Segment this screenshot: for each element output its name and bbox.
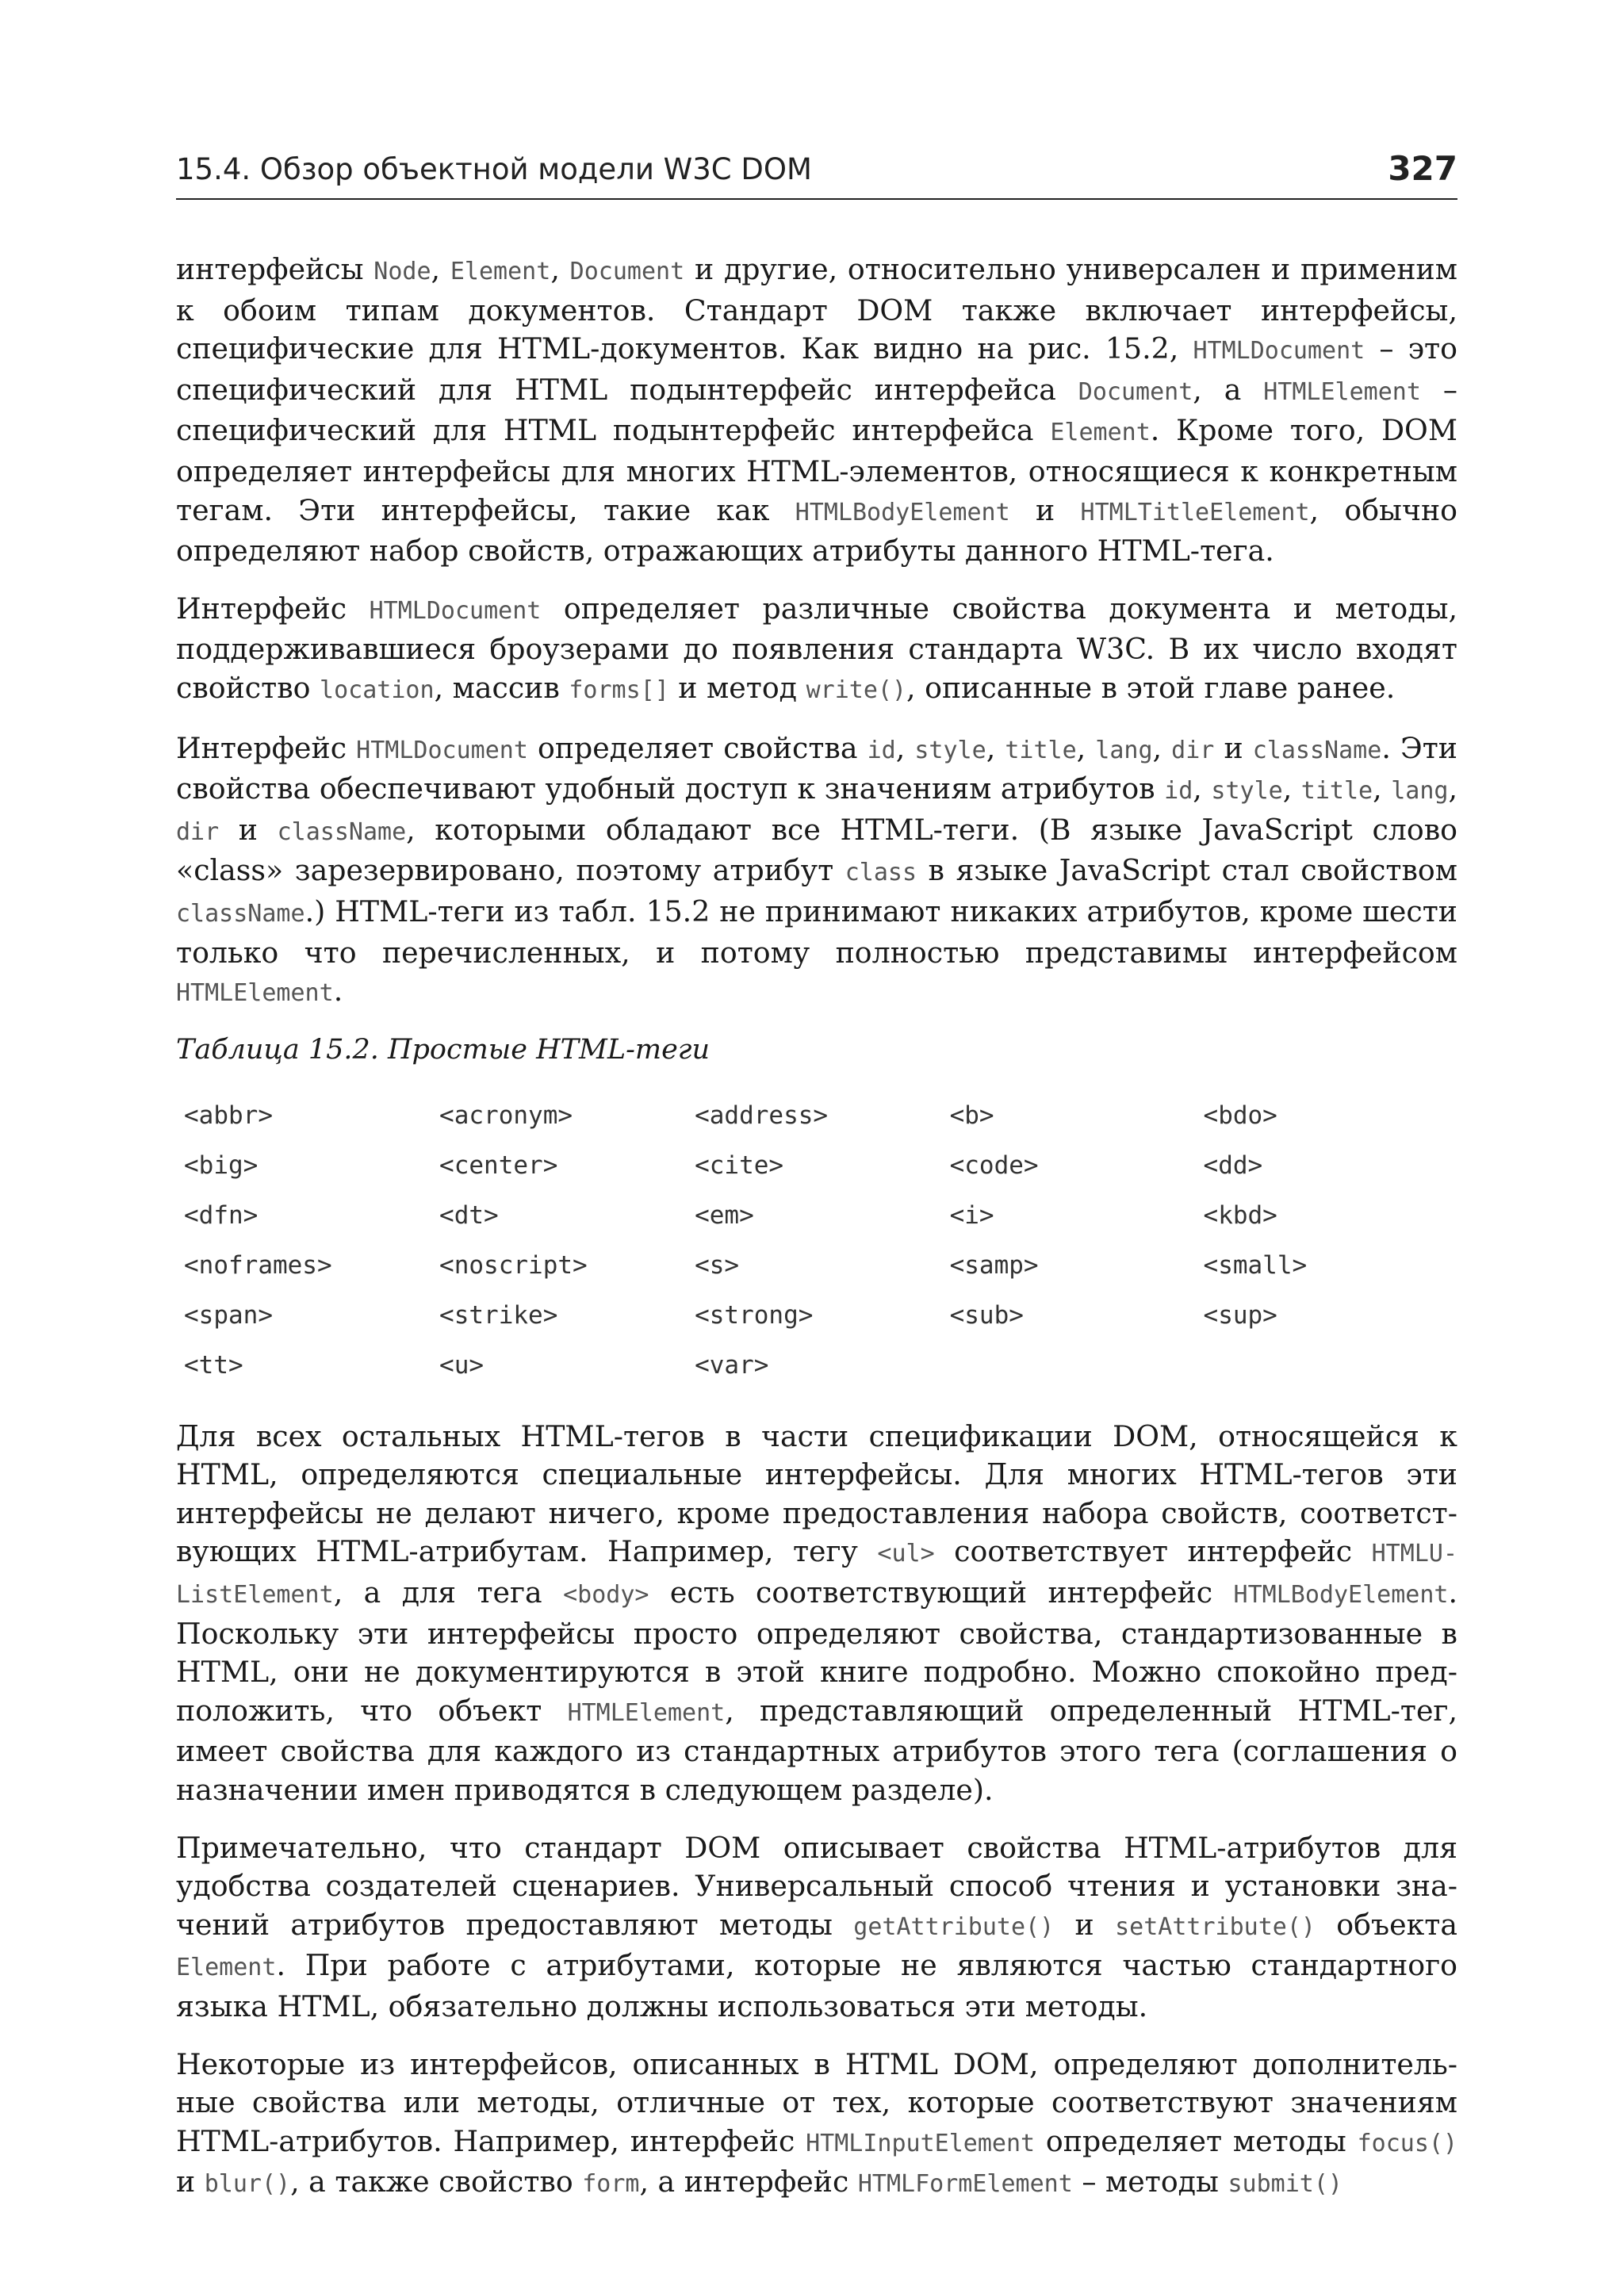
text-run: Интерфейс (176, 591, 370, 626)
table-cell: <dfn> (184, 1201, 259, 1231)
inline-code: HTMLFormElement (857, 2170, 1073, 2199)
inline-code: form (582, 2170, 640, 2199)
text-run: – это специфический для HTML подынтерфейс интерфейса (176, 331, 1457, 407)
inline-code: HTMLBodyElement (795, 498, 1010, 526)
page-body (176, 251, 1457, 2204)
paragraph (176, 729, 1457, 1013)
table-cell: <cite> (695, 1151, 784, 1181)
text-run: , а (1193, 372, 1264, 407)
table-row (184, 1091, 1457, 1141)
inline-code: title (1005, 736, 1077, 764)
table-row (184, 1141, 1457, 1191)
text-run: есть соответствующий интерфейс (649, 1575, 1234, 1610)
inline-code: class (845, 859, 917, 887)
book-page (176, 149, 1457, 2223)
table-cell: <address> (695, 1101, 829, 1131)
simple-html-tags-table (184, 1091, 1457, 1391)
table-cell: <sup> (1203, 1301, 1277, 1330)
inline-code: HTMLUListElement (176, 1540, 1457, 1610)
text-run: и (219, 812, 278, 847)
text-run: .) HTML-теги из табл. 15.2 не принимают никаких атрибутов, кроме шести только что перечисленных, и потому полностью представимы интерфейсом (176, 894, 1457, 970)
inline-code: dir (1171, 736, 1215, 764)
text-run: интерфейсы (176, 252, 374, 286)
table-row (184, 1341, 1457, 1391)
inline-code: HTMLDocument (1193, 337, 1365, 366)
inline-code: HTMLElement (176, 979, 334, 1008)
table-cell: <abbr> (184, 1101, 273, 1131)
text-run: Для всех остальных HTML-тегов в части спецификации DOM, относящейся к HTML, определяются специальные интерфейсы. Для многих HTML-тегов эти интерфейсы не делают ничего, кроме предоставления набора свойств, соответствующих HTML-атрибутам. Например, тегу (176, 1418, 1457, 1569)
text-run: , (1152, 730, 1172, 765)
paragraph (176, 1829, 1457, 2027)
table-cell: <dt> (439, 1201, 499, 1231)
inline-code: getAttribute() (853, 1912, 1055, 1941)
text-run: – специфический для HTML подынтерфейс интерфейса (176, 372, 1457, 448)
table-cell: <noframes> (184, 1251, 332, 1280)
inline-code: setAttribute() (1115, 1912, 1316, 1941)
inline-code: submit() (1228, 2170, 1342, 2199)
text-run: в языке JavaScript стал свойством (917, 853, 1457, 888)
table-row (184, 1241, 1457, 1291)
text-run: , представляющий определенный HTML-тег, имеет свойства для каждого из стандартных атрибутов этого тега (соглашения о назначении имен приводятся в следующем разделе). (176, 1693, 1457, 1808)
text-run: , (431, 252, 450, 286)
inline-code: forms[] (569, 676, 669, 704)
text-run: , а интерфейс (639, 2165, 858, 2199)
table-cell: <s> (695, 1251, 740, 1280)
inline-code: lang (1095, 736, 1153, 764)
page-number: 327 (1388, 149, 1457, 188)
paragraphs-before-table (176, 251, 1457, 1013)
table-cell: <strike> (439, 1301, 558, 1330)
table-caption: Таблица 15.2. Простые HTML-теги (176, 1033, 710, 1066)
table-cell (950, 1341, 1204, 1391)
paragraphs-after-table (176, 1418, 1457, 2204)
inline-code: Element (450, 258, 551, 285)
table-cell: <noscript> (439, 1251, 588, 1280)
table-cell: <kbd> (1203, 1201, 1277, 1231)
text-run: , которыми обладают все HTML-теги. (В языке JavaScript слово «class» зарезервировано, поэтому атрибут (176, 812, 1457, 888)
text-run: – методы (1072, 2165, 1228, 2199)
text-run: и (176, 2165, 205, 2199)
text-run: и (1009, 492, 1081, 527)
table-cell: <b> (949, 1101, 994, 1131)
inline-code: blur() (204, 2170, 291, 2199)
inline-code: title (1300, 777, 1373, 806)
text-run: и другие, относительно универсален и применим к обоим типам документов. Стандарт DOM также включает интерфейсы, специфические для HTML-документов. Как видно на рис. 15.2, (176, 252, 1457, 366)
table-cell: <center> (439, 1151, 558, 1181)
text-run: . Кроме того, DOM определяет интерфейсы для многих HTML-элементов, относящиеся к конкретным тегам. Эти интерфейсы, такие как (176, 413, 1457, 527)
inline-code: style (1211, 777, 1283, 806)
table-cell: <acronym> (439, 1101, 573, 1131)
inline-code: className (1252, 736, 1382, 764)
inline-code: HTMLInputElement (806, 2129, 1036, 2157)
inline-code: <body> (563, 1581, 649, 1610)
inline-code: Element (176, 1954, 277, 1982)
table-row (184, 1191, 1457, 1241)
text-run: , (986, 730, 1005, 765)
text-run: Примечательно, что стандарт DOM описывает свойства HTML-атрибутов для удобства создателей сценариев. Универсальный способ чтения и установки значений атрибутов предоставляют методы (176, 1830, 1457, 1942)
text-run: , а также свойство (290, 2165, 583, 2199)
text-run: определяет различные свойства документа и методы, поддерживавшиеся броузерами до появления стандарта W3C. В их число входят свойство (176, 591, 1457, 705)
inline-code: id (1164, 777, 1193, 806)
inline-code: HTMLTitleElement (1080, 498, 1310, 526)
paragraph (176, 2046, 1457, 2204)
text-run: . (333, 974, 343, 1009)
table-cell: <small> (1203, 1251, 1308, 1280)
text-run: и (1214, 730, 1253, 765)
inline-code: HTMLElement (1263, 377, 1421, 406)
inline-code: HTMLBodyElement (1233, 1581, 1449, 1610)
text-run: определяет свойства (527, 730, 868, 765)
paragraph (176, 1418, 1457, 1810)
text-run: объекта (1315, 1907, 1457, 1942)
text-run: Интерфейс (176, 730, 357, 765)
table-cell: <bdo> (1203, 1101, 1277, 1131)
text-run: определяет методы (1035, 2123, 1358, 2158)
table-cell: <big> (184, 1151, 259, 1181)
text-run: и (1054, 1907, 1116, 1942)
table-cell: <strong> (695, 1301, 814, 1330)
table-cell: <span> (184, 1301, 273, 1330)
section-title: 15.4. Обзор объектной модели W3C DOM (176, 152, 812, 186)
text-run: , (1373, 771, 1392, 806)
paragraph (176, 251, 1457, 571)
text-run: , (1193, 771, 1212, 806)
text-run: , а для тега (333, 1575, 564, 1610)
inline-code: className (176, 899, 305, 928)
table-cell: <i> (949, 1201, 994, 1231)
text-run: , (550, 252, 570, 286)
text-run: . Поскольку эти интерфейсы просто определяют свойства, стандартизованные в HTML, они не документируются в этой книге подробно. Можно спокойно предположить, что объект (176, 1575, 1457, 1728)
table-cell: <em> (695, 1201, 754, 1231)
text-run: и метод (668, 670, 806, 705)
inline-code: style (914, 736, 986, 764)
inline-code: Node (373, 258, 431, 285)
text-run: , обычно определяют набор свойств, отражающих атрибуты данного HTML-тега. (176, 492, 1457, 568)
inline-code: Document (569, 258, 685, 285)
text-run: , (1448, 771, 1457, 806)
inline-code: Element (1050, 419, 1151, 447)
text-run: . Эти свойства обеспечивают удобный доступ к значениям атрибутов (176, 730, 1457, 806)
text-run: соответствует интерфейс (934, 1534, 1372, 1569)
inline-code: focus() (1357, 2129, 1458, 2157)
table-cell: <samp> (949, 1251, 1039, 1280)
inline-code: id (867, 736, 896, 764)
inline-code: Document (1078, 377, 1193, 406)
inline-code: write() (806, 676, 907, 704)
inline-code: className (277, 817, 407, 846)
text-run: . При работе с атрибутами, которые не являются частью стандартного языка HTML, обязательно должны использоваться эти методы. (176, 1948, 1457, 2023)
inline-code: dir (176, 817, 220, 846)
paragraph (176, 590, 1457, 710)
table-row (184, 1291, 1457, 1341)
text-run: , (1282, 771, 1301, 806)
text-run: , массив (434, 670, 569, 705)
text-run: , описанные в этой главе ранее. (906, 670, 1396, 705)
running-header (176, 149, 1457, 200)
text-run: , (1076, 730, 1096, 765)
table-cell: <dd> (1203, 1151, 1263, 1181)
inline-code: HTMLElement (567, 1698, 726, 1727)
table-cell (1204, 1341, 1457, 1391)
table-cell: <u> (439, 1351, 485, 1380)
table-cell: <code> (949, 1151, 1039, 1181)
inline-code: HTMLDocument (356, 736, 528, 764)
text-run: , (895, 730, 915, 765)
table-cell: <var> (695, 1351, 769, 1380)
inline-code: location (320, 676, 435, 704)
text-run: Некоторые из интерфейсов, описанных в HTML DOM, определяют дополнительные свойства или методы, отличные от тех, которые соответствуют значениям HTML-атрибутов. Например, интерфейс (176, 2046, 1457, 2158)
inline-code: HTMLDocument (369, 596, 542, 625)
inline-code: <ul> (877, 1540, 935, 1568)
table-cell: <sub> (949, 1301, 1024, 1330)
inline-code: lang (1391, 777, 1449, 806)
table-cell: <tt> (184, 1351, 243, 1380)
